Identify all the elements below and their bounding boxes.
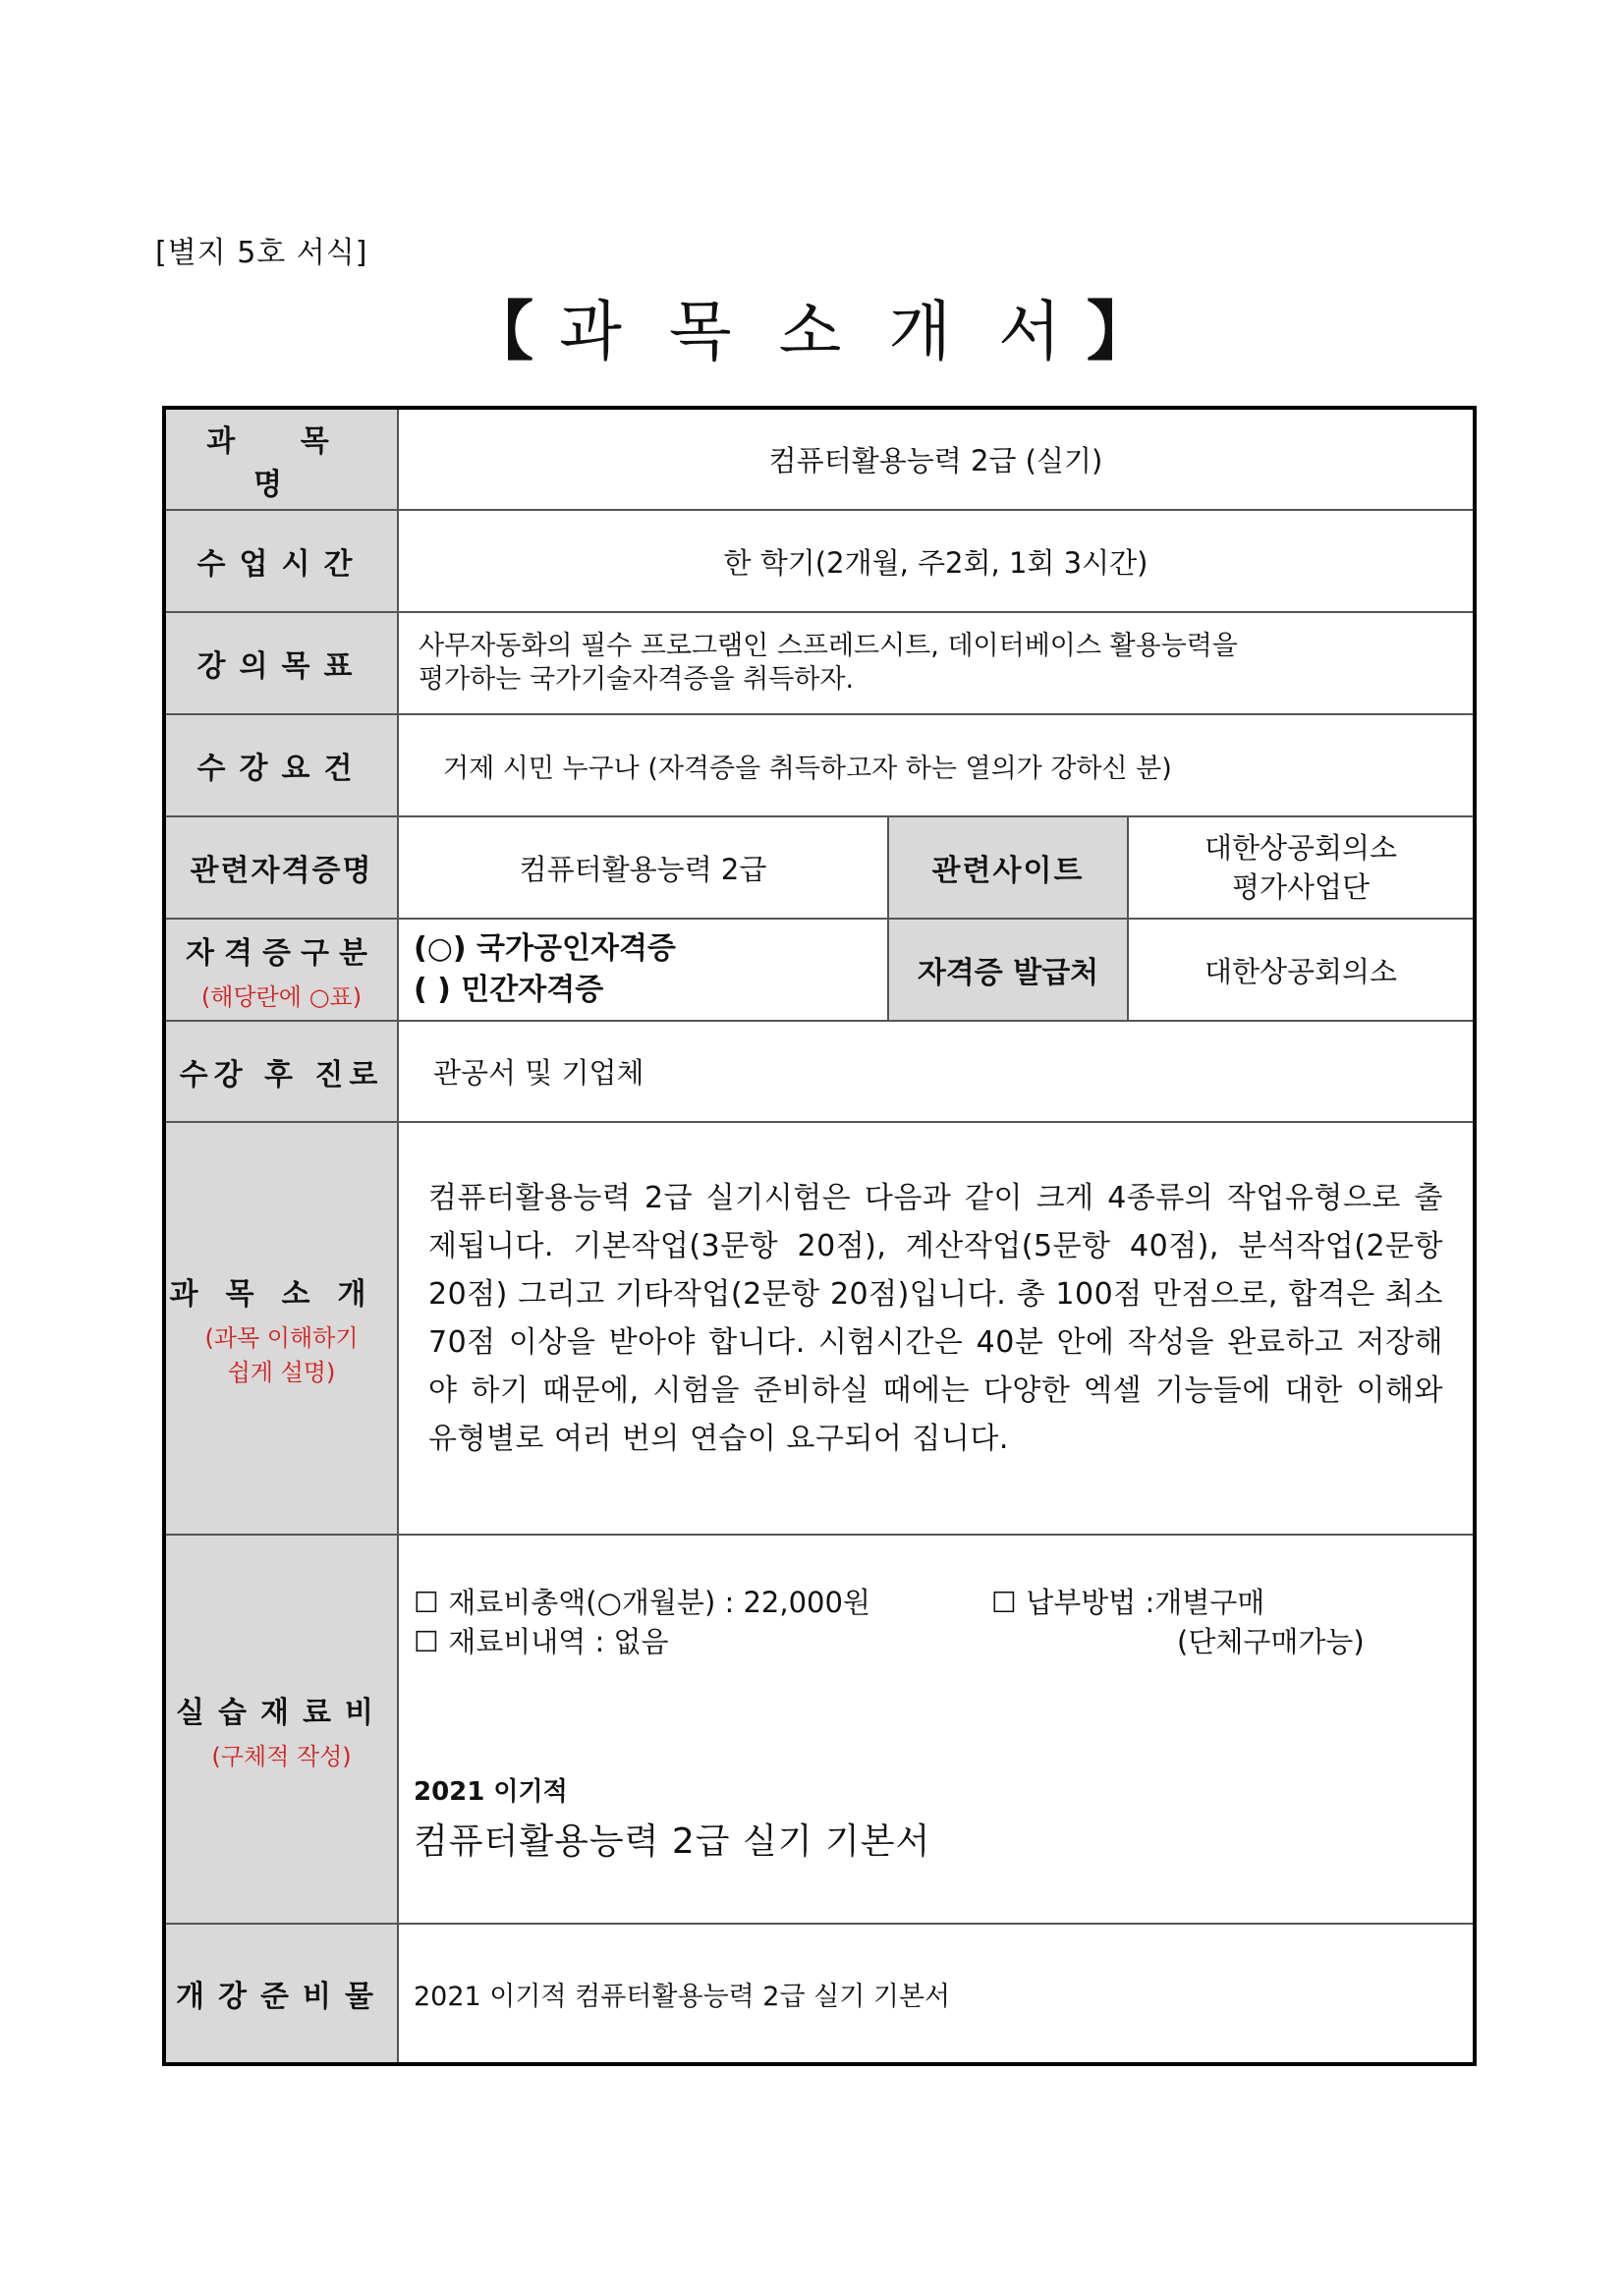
materials-total: ☐ 재료비총액(○개월분) : 22,000원: [414, 1586, 870, 1619]
cert-type-hint: (해당란에 ○표): [200, 982, 363, 1011]
requirement-label: 수강요건: [164, 714, 398, 816]
title-char: 목: [668, 294, 736, 369]
cert-type-options: [398, 919, 888, 1021]
title-open-bracket: 【: [469, 294, 538, 369]
materials-label: 실습재료비 (구체적 작성): [164, 1535, 398, 1924]
objective-line-1: 사무자동화의 필수 프로그램인 스프레드시트, 데이터베이스 활용능력을: [419, 631, 1238, 661]
row-career: [164, 1021, 1475, 1122]
title-close-bracket: 】: [1086, 294, 1155, 369]
related-site-value: [1128, 816, 1475, 919]
certificate-value: 컴퓨터활용능력 2급: [398, 816, 888, 919]
objective-value: [398, 612, 1475, 714]
intro-text: 컴퓨터활용능력 2급 실기시험은 다음과 같이 크게 4종류의 작업유형으로 출제됩니다. 기본작업(3문항 20점), 계산작업(5문항 40점), 분석작업(2문항 20점) 그리고 기타작업(2문항 20점)입니다. 총 100점 만점으로, 합격은 최소 70점 이상을 받아야 합니다. 시험시간은 40분 안에 작성을 완료하고 저장해야 하기 때문에, 시험을 준비하실 때에는 다양한 엑셀 기능들에 대한 이해와 유형별로 여러 번의 연습이 요구되어 집니다.: [398, 1122, 1475, 1535]
materials-detail: ☐ 재료비내역 : 없음: [414, 1625, 669, 1658]
related-site-line-1: 대한상공회의소: [1204, 831, 1398, 865]
row-class-time: [164, 510, 1475, 612]
materials-content: [398, 1535, 1475, 1924]
option-private-cert: ( ) 민간자격증: [414, 973, 604, 1007]
row-materials: [164, 1535, 1475, 1924]
form-number-label: [별지 5호 서식]: [155, 236, 368, 270]
objective-line-2: 평가하는 국가기술자격증을 취득하자.: [419, 664, 855, 695]
prep-value: 2021 이기적 컴퓨터활용능력 2급 실기 기본서: [398, 1924, 1475, 2064]
title-char: 개: [888, 294, 956, 369]
cert-issuer-label: 자격증 발급처: [888, 919, 1128, 1021]
row-prep: [164, 1924, 1475, 2064]
related-site-line-2: 평가사업단: [1231, 870, 1371, 904]
row-requirement: [164, 714, 1475, 816]
prep-label: 개강준비물: [164, 1924, 398, 2064]
class-time-value: 한 학기(2개월, 주2회, 1회 3시간): [398, 510, 1475, 612]
row-course-name: [164, 408, 1475, 510]
intro-label: 과목소개 (과목 이해하기 쉽게 설명): [164, 1122, 398, 1535]
row-intro: [164, 1122, 1475, 1535]
course-name-label: 과 목 명: [164, 408, 398, 510]
textbook-title: 컴퓨터활용능력 2급 실기 기본서: [414, 1821, 931, 1862]
option-national-cert: (○) 국가공인자격증: [414, 931, 676, 966]
document-title: [0, 279, 1624, 372]
intro-hint-1: (과목 이해하기: [204, 1324, 359, 1352]
related-site-label: 관련사이트: [888, 816, 1128, 919]
cert-type-label: 자격증구분 (해당란에 ○표): [164, 919, 398, 1021]
course-name-value: 컴퓨터활용능력 2급 (실기): [398, 408, 1475, 510]
class-time-label: 수업시간: [164, 510, 398, 612]
materials-payment: ☐ 납부방법 :개별구매: [991, 1586, 1265, 1619]
objective-label: 강의목표: [164, 612, 398, 714]
course-intro-form: [162, 406, 1477, 2066]
row-certificate: [164, 816, 1475, 919]
certificate-label: 관련자격증명: [164, 816, 398, 919]
title-char: 과: [559, 294, 626, 369]
row-objective: [164, 612, 1475, 714]
career-label: 수강 후 진로: [164, 1021, 398, 1122]
intro-hint-2: 쉽게 설명): [227, 1359, 336, 1386]
career-value: 관공서 및 기업체: [398, 1021, 1475, 1122]
row-cert-type: [164, 919, 1475, 1021]
materials-group-purchase: (단체구매가능): [1177, 1625, 1365, 1658]
textbook-year: 2021 이기적: [414, 1777, 568, 1807]
title-char: 소: [778, 294, 846, 369]
materials-hint: (구체적 작성): [211, 1742, 352, 1770]
cert-issuer-value: 대한상공회의소: [1128, 919, 1475, 1021]
requirement-value: 거제 시민 누구나 (자격증을 취득하고자 하는 열의가 강하신 분): [398, 714, 1475, 816]
title-char: 서: [998, 294, 1065, 369]
